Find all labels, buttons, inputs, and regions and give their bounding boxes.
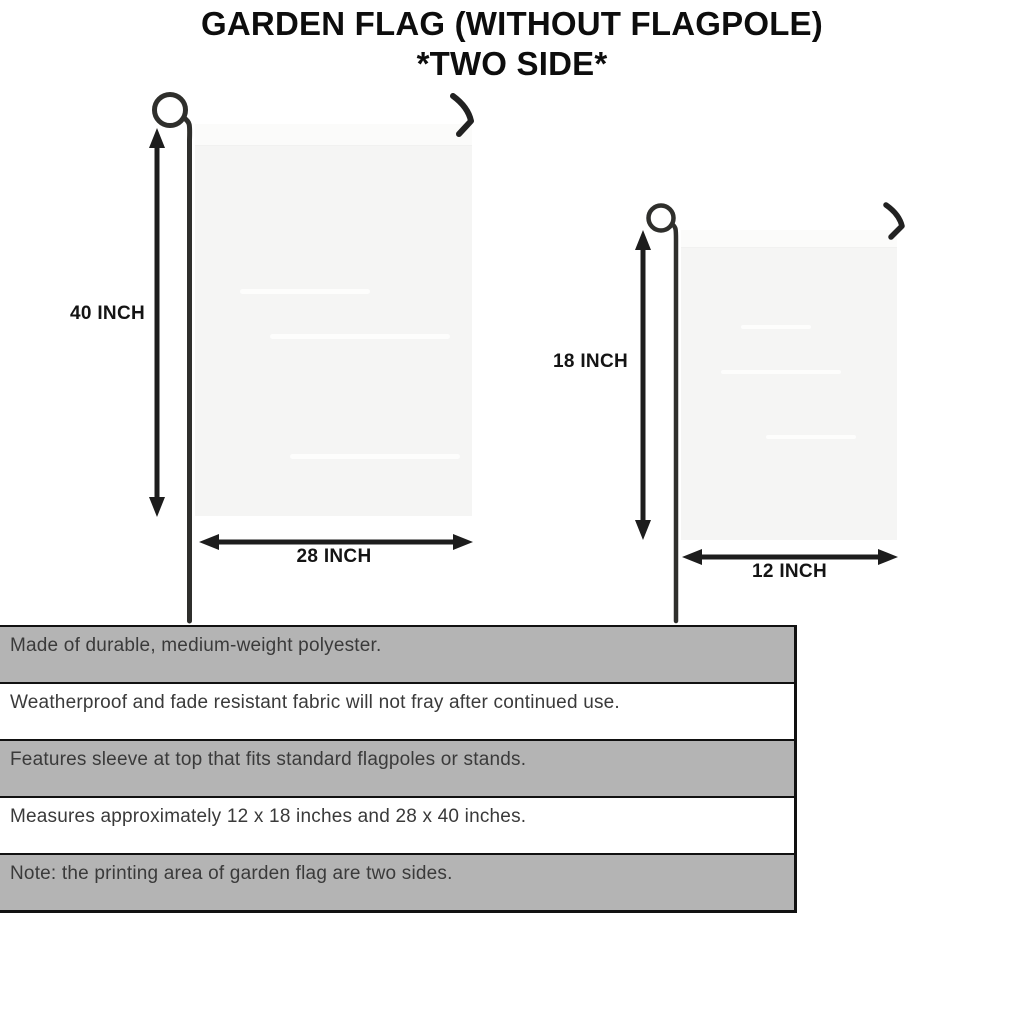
feature-row: Made of durable, medium-weight polyester. xyxy=(0,627,794,684)
small-flag-sleeve xyxy=(681,230,897,248)
features-table xyxy=(0,625,797,913)
small-flag-wrinkle xyxy=(741,325,811,329)
small-flagpole xyxy=(649,206,677,622)
large-flag-height-arrow xyxy=(149,128,165,517)
page-title xyxy=(0,4,1024,83)
large-flag-fabric xyxy=(195,124,472,516)
large-flagpole xyxy=(155,95,190,622)
feature-row: Features sleeve at top that fits standard flagpoles or stands. xyxy=(0,741,794,798)
large-flag-height-label: 40 INCH xyxy=(70,303,145,324)
small-flag-height-label: 18 INCH xyxy=(553,351,628,372)
small-flag-wrinkle xyxy=(721,370,841,374)
small-flag-width-label: 12 INCH xyxy=(752,561,827,582)
small-flag-wrinkle xyxy=(766,435,856,439)
feature-row: Weatherproof and fade resistant fabric will not fray after continued use. xyxy=(0,684,794,741)
large-flag-sleeve xyxy=(195,124,472,146)
large-flag-wrinkle xyxy=(270,334,450,339)
small-flag-fabric xyxy=(681,230,897,540)
feature-row: Note: the printing area of garden flag are two sides. xyxy=(0,855,794,912)
large-flag-width-label: 28 INCH xyxy=(296,546,372,567)
large-flag-wrinkle xyxy=(240,289,370,294)
feature-row: Measures approximately 12 x 18 inches and 28 x 40 inches. xyxy=(0,798,794,855)
page-title-line2: *TWO SIDE* xyxy=(416,44,608,82)
page-title-line1: GARDEN FLAG (WITHOUT FLAGPOLE) xyxy=(201,5,823,42)
small-flag-height-arrow xyxy=(635,230,651,540)
large-flag-wrinkle xyxy=(290,454,460,459)
